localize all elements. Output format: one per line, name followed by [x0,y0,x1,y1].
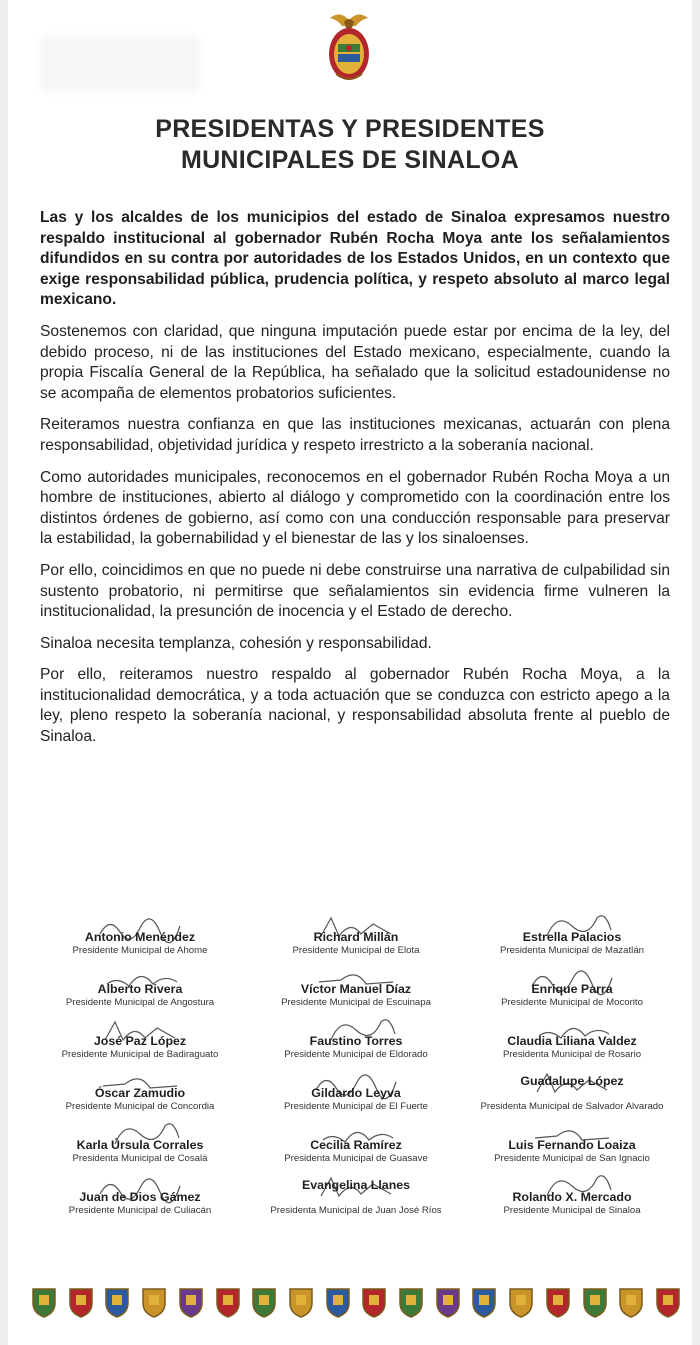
signature-block [32,1060,248,1112]
signature-block [464,1112,680,1164]
lead-paragraph: Las y los alcaldes de los municipios del estado de Sinaloa expresamos nuestro respaldo institucional al gobernador Rubén Rocha Moya ante los señalamientos difundidos en su contra por autoridades de los Estados Unidos, en un contexto que exige responsabilidad pública, prudencia política, y respeto absoluto al marco legal mexicano. [40,209,670,309]
signature-block [464,1060,680,1112]
signatory-role: Presidente Municipal de Concordia [65,1101,215,1112]
signatory-role: Presidente Municipal de El Fuerte [284,1101,428,1112]
signatory-role: Presidenta Municipal de Rosario [502,1049,642,1060]
municipal-shield-icon [214,1285,242,1319]
municipal-shield-icon [581,1285,609,1319]
signature-block [32,956,248,1008]
signatory-role: Presidenta Municipal de Cosalá [72,1153,208,1164]
signature-block [248,904,464,956]
signature-block [32,1164,248,1216]
signatory-name: Enrique Parra [531,982,613,996]
signature-block [464,1164,680,1216]
signature-block [32,904,248,956]
signatory-name: Evangelina Llanes [301,1178,411,1192]
signatory-name: Richard Millán [313,930,399,944]
paragraph-1: Sostenemos con claridad, que ninguna imputación puede estar por encima de la ley, del debido proceso, ni de las instituciones del Estado mexicano, especialmente, cuando la propia Fiscalía General de la República, ha señalado que la solicitud estadounidense no se acompaña de elementos probatorios suficientes. [40,322,670,402]
municipal-shield-icon [287,1285,315,1319]
signatory-role: Presidenta Municipal de Salvador Alvarado [480,1101,664,1112]
municipal-shield-icon [470,1285,498,1319]
signatory-role: Presidente Municipal de San Ignacio [494,1153,650,1164]
municipal-shield-icon [360,1285,388,1319]
signatory-role: Presidente Municipal de Elota [292,945,420,956]
blurred-watermark [40,36,200,92]
signatory-name: Víctor Manuel Díaz [300,982,412,996]
signatory-role: Presidente Municipal de Sinaloa [503,1205,641,1216]
signature-block [248,1112,464,1164]
municipal-shield-icon [617,1285,645,1319]
signatory-name: Faustino Torres [309,1034,403,1048]
municipal-shield-icon [397,1285,425,1319]
signatory-name: Karla Úrsula Corrales [76,1138,204,1152]
signatory-name: José Paz López [93,1034,187,1048]
signatory-role: Presidente Municipal de Mocorito [501,997,643,1008]
signatory-name: Rolando X. Mercado [512,1190,632,1204]
signatory-role: Presidenta Municipal de Juan José Ríos [270,1205,442,1216]
signatory-role: Presidenta Municipal de Guasave [284,1153,428,1164]
signatory-role: Presidente Municipal de Badiraguato [61,1049,219,1060]
signatory-name: Guadalupe López [520,1074,624,1088]
signatory-name: Luis Fernando Loaiza [508,1138,636,1152]
municipal-shield-icon [654,1285,682,1319]
signatory-role: Presidente Municipal de Escuinapa [281,997,431,1008]
page-title [8,114,692,176]
signatory-name: Cecilia Ramírez [310,1138,402,1152]
paragraph-4: Por ello, coincidimos en que no puede ni debe construirse una narrativa de culpabilidad sin sustento probatorio, ni permitirse que señalamientos sin evidencia firme vulneren la institucionalidad, la presunción de inocencia y el Estado de derecho. [40,561,670,621]
signatory-name: Estrella Palacios [522,930,622,944]
signatory-role: Presidente Municipal de Culiacán [68,1205,212,1216]
municipal-shield-icon [30,1285,58,1319]
statement-body [40,208,670,759]
signatory-name: Alberto Rivera [97,982,183,996]
signature-block [248,1164,464,1216]
municipal-logos-row [30,1282,682,1322]
signature-block [32,1008,248,1060]
signatory-name: Juan de Dios Gámez [79,1190,201,1204]
municipal-shield-icon [434,1285,462,1319]
signature-block [464,1008,680,1060]
municipal-shield-icon [324,1285,352,1319]
signature-block [32,1112,248,1164]
signatory-name: Claudia Liliana Valdez [507,1034,637,1048]
paragraph-5: Sinaloa necesita templanza, cohesión y responsabilidad. [40,634,432,652]
paragraph-3: Como autoridades municipales, reconocemos en el gobernador Rubén Rocha Moya a un hombre de instituciones, abierto al diálogo y comprometido con la coordinación entre los distintos órdenes de gobierno, así como con una conducción responsable para preservar la estabilidad, la gobernabilidad y el bienestar de las y los sinaloenses. [40,468,670,548]
document-page [8,0,692,1345]
municipal-shield-icon [177,1285,205,1319]
title-line-2: MUNICIPALES DE SINALOA [180,146,520,174]
signatory-name: Gildardo Leyva [311,1086,401,1100]
municipal-shield-icon [140,1285,168,1319]
paragraph-6: Por ello, reiteramos nuestro respaldo al gobernador Rubén Rocha Moya, a la institucionalidad democrática, y a toda actuación que se conduzca con estricto apego a la ley, pleno respeto la soberanía nacional, y responsabilidad absoluta frente al pueblo de Sinaloa. [40,666,670,746]
state-crest-icon [326,8,372,84]
municipal-shield-icon [67,1285,95,1319]
signatory-role: Presidente Municipal de Angostura [65,997,215,1008]
paragraph-2: Reiteramos nuestra confianza en que las instituciones mexicanas, actuarán con plena responsabilidad, objetividad jurídica y respeto irrestricto a la soberanía nacional. [40,416,670,454]
signature-block [464,956,680,1008]
municipal-shield-icon [103,1285,131,1319]
signatures-grid [32,904,680,1216]
signatory-role: Presidente Municipal de Ahome [72,945,208,956]
municipal-shield-icon [544,1285,572,1319]
signature-block [248,1060,464,1112]
title-line-1: PRESIDENTAS Y PRESIDENTES [155,115,545,143]
signatory-name: Óscar Zamudio [94,1086,186,1100]
municipal-shield-icon [250,1285,278,1319]
signature-block [248,1008,464,1060]
signature-block [248,956,464,1008]
signatory-role: Presidenta Municipal de Mazatlán [500,945,644,956]
signature-block [464,904,680,956]
signatory-name: Antonio Menéndez [84,930,196,944]
signatory-role: Presidente Municipal de Eldorado [284,1049,428,1060]
municipal-shield-icon [507,1285,535,1319]
